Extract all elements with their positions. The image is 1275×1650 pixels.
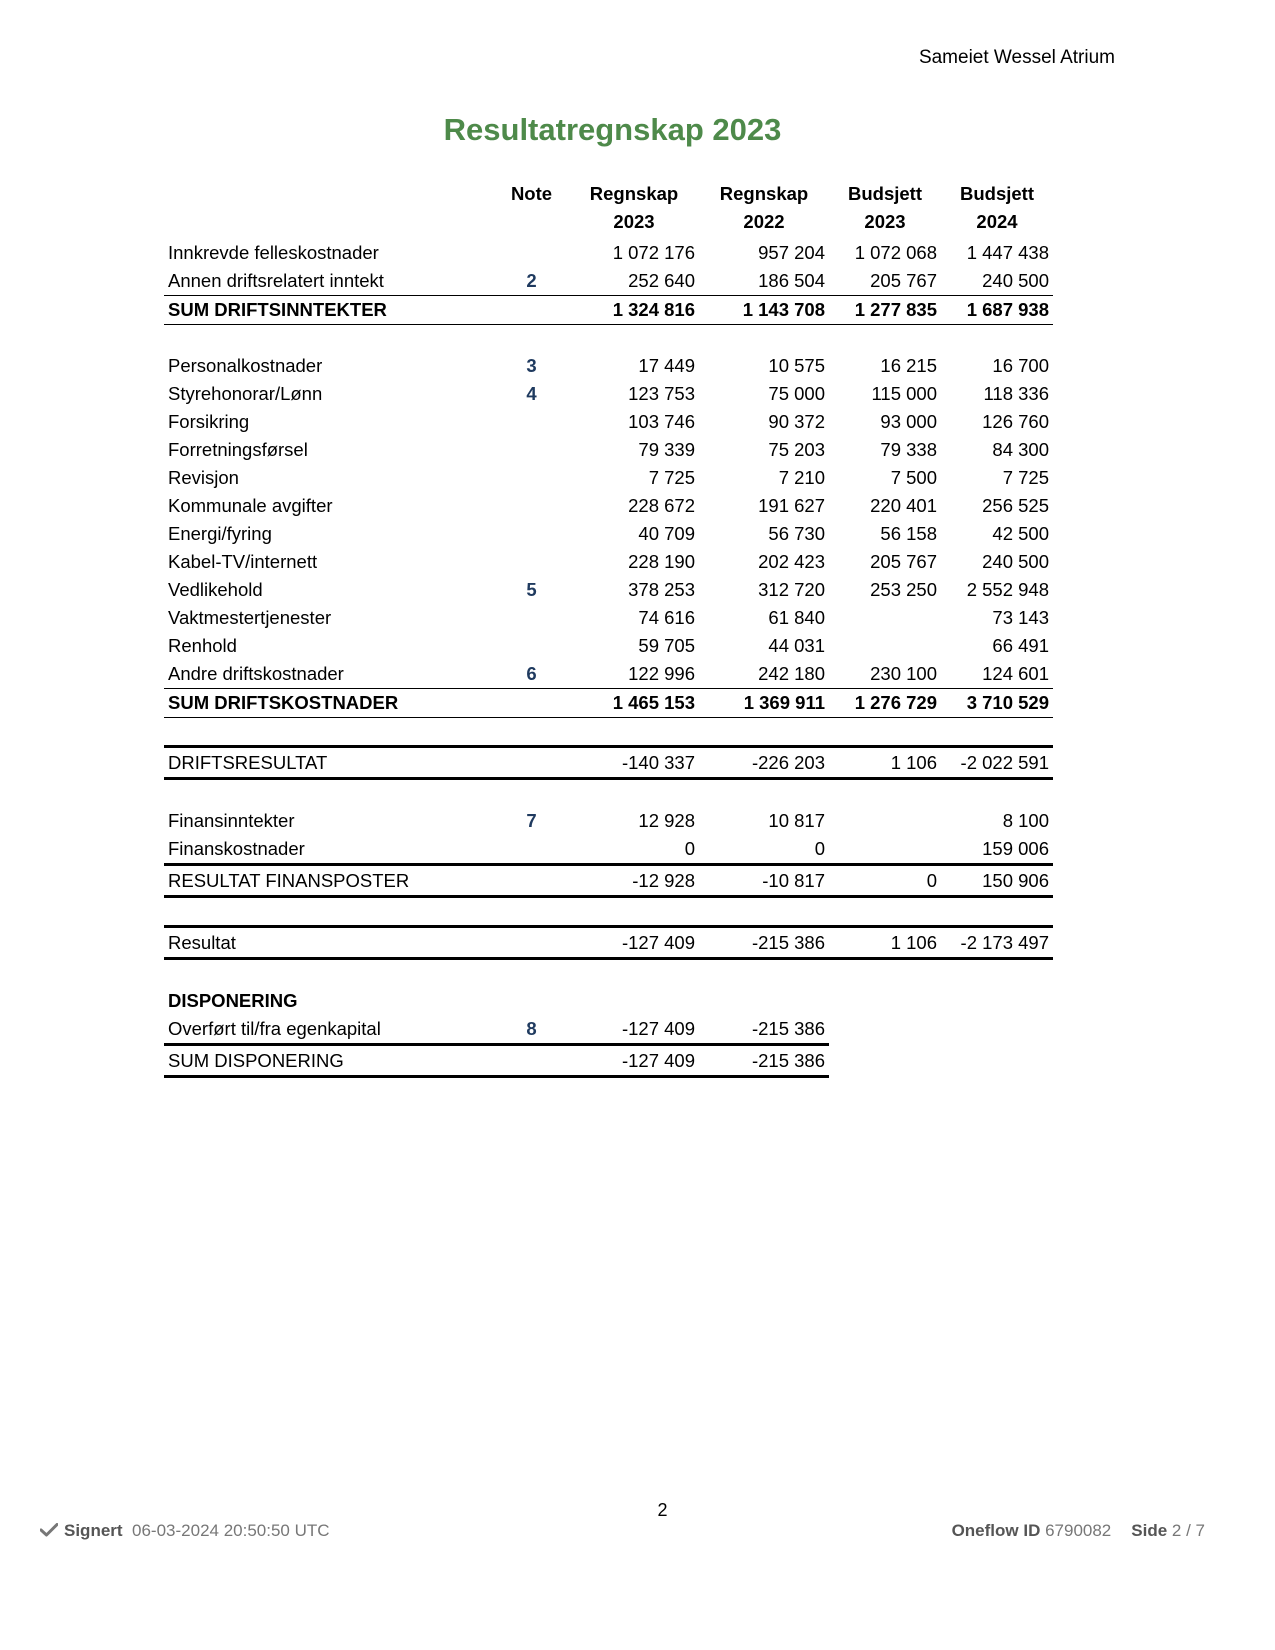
table-row — [164, 380, 1053, 408]
table-row — [164, 660, 1053, 689]
value-regnskap-2022: 75 000 — [768, 383, 825, 404]
table-row — [164, 747, 1053, 779]
table-row — [164, 865, 1053, 897]
value-budsjett-2024: 1 447 438 — [966, 242, 1049, 263]
row-label: Kommunale avgifter — [168, 495, 333, 516]
row-label: Renhold — [168, 635, 237, 656]
row-note — [494, 604, 569, 632]
value-budsjett-2024: 66 491 — [992, 635, 1049, 656]
row-note — [494, 296, 569, 325]
table-row — [164, 576, 1053, 604]
value-budsjett-2023 — [829, 1015, 941, 1045]
header-year-bud-2023: 2023 — [864, 211, 906, 232]
income-statement-table — [164, 183, 1053, 1078]
table-row — [164, 927, 1053, 959]
signed-label: Signert — [64, 1521, 123, 1540]
value-budsjett-2023: 220 401 — [870, 495, 937, 516]
row-note: 5 — [526, 579, 537, 600]
value-budsjett-2024: 16 700 — [992, 355, 1049, 376]
value-budsjett-2024: 1 687 938 — [941, 296, 1053, 325]
spacer-row — [164, 897, 1053, 927]
header-regnskap-2022: Regnskap — [719, 183, 809, 204]
value-regnskap-2022: -215 386 — [699, 927, 829, 959]
row-label: Overført til/fra egenkapital — [168, 1018, 381, 1039]
row-label: Vaktmestertjenester — [168, 607, 332, 628]
value-budsjett-2024: -2 173 497 — [941, 927, 1053, 959]
value-budsjett-2023 — [829, 807, 941, 835]
value-regnskap-2023: -140 337 — [569, 747, 699, 779]
row-note — [494, 1045, 569, 1077]
value-budsjett-2023: 253 250 — [870, 579, 937, 600]
value-regnskap-2022: 44 031 — [768, 635, 825, 656]
value-regnskap-2022: -215 386 — [751, 1018, 825, 1039]
side-value: 2 / 7 — [1171, 1521, 1205, 1540]
row-note — [494, 239, 569, 267]
value-budsjett-2024: 126 760 — [982, 411, 1049, 432]
value-regnskap-2023: 122 996 — [628, 663, 695, 684]
value-budsjett-2023: 0 — [829, 865, 941, 897]
value-regnskap-2022: 90 372 — [768, 411, 825, 432]
row-label: RESULTAT FINANSPOSTER — [164, 865, 494, 897]
row-note: 6 — [526, 663, 537, 684]
value-budsjett-2024: 118 336 — [983, 383, 1049, 404]
value-regnskap-2023: -127 409 — [569, 927, 699, 959]
spacer-row — [164, 325, 1053, 353]
value-regnskap-2023: 1 324 816 — [569, 296, 699, 325]
row-label: DISPONERING — [168, 990, 298, 1011]
value-regnskap-2023 — [569, 987, 699, 1015]
table-row — [164, 436, 1053, 464]
value-regnskap-2022: 10 575 — [768, 355, 825, 376]
row-note — [494, 520, 569, 548]
row-note — [494, 492, 569, 520]
value-budsjett-2024 — [941, 1045, 1053, 1077]
header-year-2022: 2022 — [743, 211, 785, 232]
table-row — [164, 689, 1053, 718]
value-budsjett-2023: 93 000 — [880, 411, 937, 432]
value-regnskap-2022: -226 203 — [699, 747, 829, 779]
value-regnskap-2023: 40 709 — [638, 523, 695, 544]
organization-name: Sameiet Wessel Atrium — [918, 47, 1115, 68]
row-note: 4 — [526, 383, 537, 404]
row-note: 2 — [526, 270, 537, 291]
row-label: Annen driftsrelatert inntekt — [168, 270, 384, 291]
header-note-empty — [494, 211, 569, 239]
value-regnskap-2023: -12 928 — [569, 865, 699, 897]
row-label: SUM DISPONERING — [164, 1045, 494, 1077]
value-regnskap-2022: 312 720 — [758, 579, 825, 600]
row-note — [494, 747, 569, 779]
table-row — [164, 352, 1053, 380]
row-label: SUM DRIFTSKOSTNADER — [164, 689, 494, 718]
value-regnskap-2022: -10 817 — [699, 865, 829, 897]
row-note — [494, 987, 569, 1015]
table-row — [164, 632, 1053, 660]
header-note: Note — [510, 183, 553, 204]
value-budsjett-2024: 124 601 — [982, 663, 1049, 684]
value-budsjett-2024: 150 906 — [941, 865, 1053, 897]
value-regnskap-2023: 252 640 — [628, 270, 695, 291]
value-budsjett-2023: 205 767 — [870, 551, 937, 572]
table-row — [164, 267, 1053, 296]
table-row — [164, 408, 1053, 436]
table-row — [164, 807, 1053, 835]
row-label: Andre driftskostnader — [168, 663, 344, 684]
value-regnskap-2022: 56 730 — [768, 523, 825, 544]
value-regnskap-2023: 123 753 — [628, 383, 695, 404]
value-regnskap-2022: 242 180 — [758, 663, 825, 684]
value-regnskap-2022: 191 627 — [758, 495, 825, 516]
oneflow-id: 6790082 — [1045, 1521, 1112, 1540]
value-budsjett-2024: 8 100 — [1002, 810, 1049, 831]
row-label: SUM DRIFTSINNTEKTER — [164, 296, 494, 325]
header-year-2023: 2023 — [613, 211, 655, 232]
value-regnskap-2023: 378 253 — [628, 579, 695, 600]
value-regnskap-2023: 12 928 — [638, 810, 695, 831]
header-row-1 — [164, 183, 1053, 211]
header-year-bud-2024: 2024 — [976, 211, 1018, 232]
table-row — [164, 987, 1053, 1015]
value-budsjett-2023: 1 277 835 — [829, 296, 941, 325]
row-label: Styrehonorar/Lønn — [168, 383, 323, 404]
value-budsjett-2023 — [829, 604, 941, 632]
value-budsjett-2023: 16 215 — [880, 355, 937, 376]
row-note — [494, 632, 569, 660]
value-budsjett-2023: 205 767 — [870, 270, 937, 291]
value-budsjett-2023 — [829, 1045, 941, 1077]
value-regnskap-2022: 0 — [814, 838, 825, 859]
row-note — [494, 865, 569, 897]
table-row — [164, 520, 1053, 548]
value-regnskap-2023: -127 409 — [569, 1045, 699, 1077]
row-note: 7 — [526, 810, 537, 831]
row-label: Forretningsførsel — [168, 439, 308, 460]
table-row — [164, 835, 1053, 865]
spacer-row — [164, 718, 1053, 747]
value-budsjett-2023 — [829, 835, 941, 865]
value-regnskap-2023: 1 072 176 — [612, 242, 695, 263]
table-row — [164, 239, 1053, 267]
value-budsjett-2023: 1 072 068 — [854, 242, 937, 263]
header-label-empty — [164, 211, 494, 239]
table-row — [164, 296, 1053, 325]
row-note: 3 — [526, 355, 537, 376]
value-budsjett-2024: 3 710 529 — [941, 689, 1053, 718]
value-budsjett-2024: 240 500 — [982, 270, 1049, 291]
value-regnskap-2023: 228 672 — [628, 495, 695, 516]
signed-timestamp: 06-03-2024 20:50:50 UTC — [132, 1521, 330, 1540]
row-note — [494, 689, 569, 718]
row-note — [494, 464, 569, 492]
row-label: Energi/fyring — [168, 523, 272, 544]
value-regnskap-2023: 74 616 — [638, 607, 695, 628]
row-note — [494, 548, 569, 576]
oneflow-label: Oneflow ID — [951, 1521, 1041, 1540]
page-number: 2 — [657, 1500, 668, 1520]
value-budsjett-2024 — [941, 1015, 1053, 1045]
header-regnskap-2023: Regnskap — [589, 183, 679, 204]
row-label: Revisjon — [168, 467, 239, 488]
row-label: DRIFTSRESULTAT — [164, 747, 494, 779]
value-regnskap-2022: 75 203 — [768, 439, 825, 460]
value-regnskap-2023: -127 409 — [621, 1018, 695, 1039]
value-regnskap-2023: 79 339 — [638, 439, 695, 460]
value-budsjett-2023: 7 500 — [890, 467, 937, 488]
row-label: Resultat — [164, 927, 494, 959]
value-regnskap-2023: 228 190 — [628, 551, 695, 572]
value-budsjett-2023 — [829, 632, 941, 660]
spacer-row — [164, 779, 1053, 808]
header-budsjett-2024: Budsjett — [960, 183, 1034, 204]
value-regnskap-2022: 186 504 — [758, 270, 825, 291]
value-regnskap-2023: 17 449 — [638, 355, 695, 376]
value-regnskap-2022: 1 143 708 — [699, 296, 829, 325]
value-budsjett-2023: 79 338 — [880, 439, 937, 460]
value-regnskap-2022 — [699, 987, 829, 1015]
row-note: 8 — [526, 1018, 537, 1039]
spacer-row — [164, 959, 1053, 988]
signed-info — [40, 1521, 330, 1541]
value-budsjett-2023: 230 100 — [870, 663, 937, 684]
side-label: Side — [1131, 1521, 1168, 1540]
row-label: Vedlikehold — [168, 579, 263, 600]
row-label: Personalkostnader — [168, 355, 323, 376]
value-budsjett-2023: 56 158 — [880, 523, 937, 544]
value-budsjett-2024 — [941, 987, 1053, 1015]
row-note — [494, 408, 569, 436]
value-regnskap-2022: 202 423 — [758, 551, 825, 572]
row-label: Forsikring — [168, 411, 250, 432]
page-title: Resultatregnskap 2023 — [443, 112, 782, 147]
header-budsjett-2023: Budsjett — [848, 183, 922, 204]
value-regnskap-2023: 103 746 — [628, 411, 695, 432]
value-budsjett-2023: 1 106 — [829, 927, 941, 959]
value-budsjett-2024: 7 725 — [1002, 467, 1049, 488]
value-budsjett-2023: 1 106 — [829, 747, 941, 779]
row-note — [494, 927, 569, 959]
table-row — [164, 464, 1053, 492]
value-regnskap-2022: 957 204 — [758, 242, 825, 263]
value-budsjett-2024: 84 300 — [992, 439, 1049, 460]
value-regnskap-2022: 7 210 — [778, 467, 825, 488]
value-budsjett-2023: 115 000 — [871, 383, 937, 404]
value-regnskap-2023: 59 705 — [638, 635, 695, 656]
document-info — [952, 1521, 1205, 1541]
value-regnskap-2022: 10 817 — [768, 810, 825, 831]
table-row — [164, 604, 1053, 632]
row-label: Finanskostnader — [168, 838, 305, 859]
table-row — [164, 1015, 1053, 1045]
value-regnskap-2023: 0 — [684, 838, 695, 859]
row-label: Innkrevde felleskostnader — [168, 242, 379, 263]
row-label: Finansinntekter — [168, 810, 295, 831]
table-row — [164, 548, 1053, 576]
row-label: Kabel-TV/internett — [168, 551, 318, 572]
value-regnskap-2022: -215 386 — [699, 1045, 829, 1077]
value-regnskap-2022: 1 369 911 — [699, 689, 829, 718]
value-budsjett-2024: 240 500 — [982, 551, 1049, 572]
value-budsjett-2024: 2 552 948 — [966, 579, 1049, 600]
value-regnskap-2023: 1 465 153 — [569, 689, 699, 718]
value-regnskap-2023: 7 725 — [648, 467, 695, 488]
table-row — [164, 1045, 1053, 1077]
value-budsjett-2023: 1 276 729 — [829, 689, 941, 718]
value-regnskap-2022: 61 840 — [768, 607, 825, 628]
value-budsjett-2024: 256 525 — [982, 495, 1049, 516]
checkmark-icon — [40, 1523, 58, 1537]
value-budsjett-2024: 159 006 — [982, 838, 1049, 859]
header-row-2 — [164, 211, 1053, 239]
value-budsjett-2024: 73 143 — [992, 607, 1049, 628]
row-note — [494, 835, 569, 865]
row-note — [494, 436, 569, 464]
header-label-empty — [164, 183, 494, 211]
value-budsjett-2024: -2 022 591 — [941, 747, 1053, 779]
table-row — [164, 492, 1053, 520]
signature-footer — [40, 1517, 1205, 1545]
value-budsjett-2024: 42 500 — [992, 523, 1049, 544]
value-budsjett-2023 — [829, 987, 941, 1015]
